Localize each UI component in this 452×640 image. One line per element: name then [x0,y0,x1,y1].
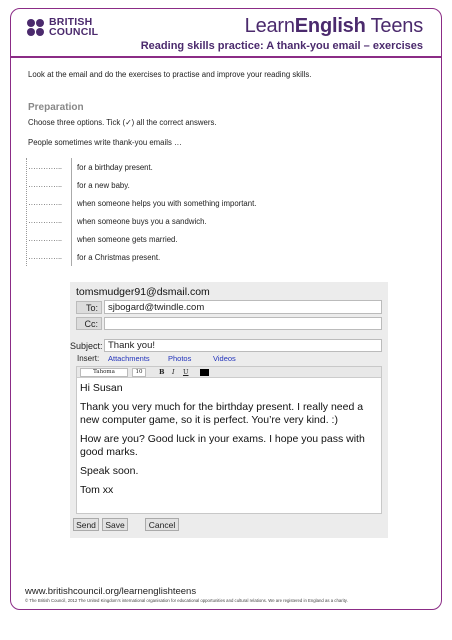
answer-blank[interactable]: ………….. [28,176,72,194]
option-row [28,176,328,194]
preparation-prompt: People sometimes write thank-you emails … [28,138,182,147]
save-button[interactable]: Save [102,518,128,531]
header-divider [10,56,442,58]
format-toolbar [77,367,381,378]
option-row [28,212,328,230]
option-text: for a new baby. [77,180,130,190]
option-row [28,230,328,248]
from-address: tomsmudger91@dsmail.com [76,286,210,298]
brand-teens: Teens [365,15,423,37]
intro-text: Look at the email and do the exercises to practise and improve your reading skills. [28,70,312,79]
option-text: for a Christmas present. [77,252,161,262]
footer-copyright: © The British Council, 2012 The United Kingdom’s international organisation for educational opportunities and cultural relations. We are registered in England as a charity. [25,598,348,603]
options-list [28,158,328,266]
logo-line-2: COUNCIL [49,26,99,38]
insert-attachments-link[interactable]: Attachments [108,354,150,363]
brand-english: English [294,15,366,37]
message-paragraph: Hi Susan [80,382,123,394]
answer-blank[interactable]: ………….. [28,158,72,176]
option-row [28,194,328,212]
option-text: for a birthday present. [77,162,153,172]
subject-field[interactable]: Thank you! [104,339,382,352]
answer-blank[interactable]: ………….. [28,212,72,230]
subject-label: Subject: [70,341,103,351]
message-editor[interactable] [76,366,382,514]
send-button[interactable]: Send [73,518,99,531]
cc-field[interactable] [104,317,382,330]
option-row [28,248,328,266]
answer-blank[interactable]: ………….. [28,194,72,212]
cc-button[interactable]: Cc: [76,317,102,330]
to-field[interactable]: sjbogard@twindle.com [104,300,382,314]
size-select[interactable]: 10 [132,368,146,377]
page-title: Reading skills practice: A thank-you email – exercises [140,40,423,52]
learnenglish-teens-brand [245,15,423,38]
italic-button[interactable]: I [172,368,175,376]
logo-dots-icon [27,19,44,36]
logo-text [49,17,98,37]
font-select[interactable]: Tahoma [80,368,128,377]
message-paragraph: Tom xx [80,484,114,496]
brand-learn: Learn [244,15,295,37]
message-paragraph: How are you? Good luck in your exams. I hope you pass with good marks. [80,433,365,458]
option-row [28,158,328,176]
preparation-instruction: Choose three options. Tick (✓) all the correct answers. [28,118,217,127]
insert-label: Insert: [77,354,100,363]
insert-videos-link[interactable]: Videos [213,354,236,363]
text-color-button[interactable] [200,369,209,376]
british-council-logo [27,17,98,37]
email-compose-window [70,282,388,538]
answer-blank[interactable]: ………….. [28,248,72,266]
underline-button[interactable]: U [183,368,189,376]
option-text: when someone buys you a sandwich. [77,216,207,226]
to-button[interactable]: To: [76,301,102,314]
option-text: when someone helps you with something important. [77,198,257,208]
cancel-button[interactable]: Cancel [145,518,179,531]
options-left-rule [26,158,27,266]
option-text: when someone gets married. [77,234,178,244]
bold-button[interactable]: B [159,368,165,376]
insert-photos-link[interactable]: Photos [168,354,192,363]
logo-line-1: BRITISH [49,16,93,28]
footer-url[interactable]: www.britishcouncil.org/learnenglishteens [25,586,197,597]
preparation-heading: Preparation [28,102,84,113]
message-paragraph: Speak soon. [80,465,139,477]
message-body[interactable] [77,378,381,497]
message-paragraph: Thank you very much for the birthday present. I really need a new computer game, so it is perfect. You’re very kind. :) [80,401,364,426]
answer-blank[interactable]: ………….. [28,230,72,248]
